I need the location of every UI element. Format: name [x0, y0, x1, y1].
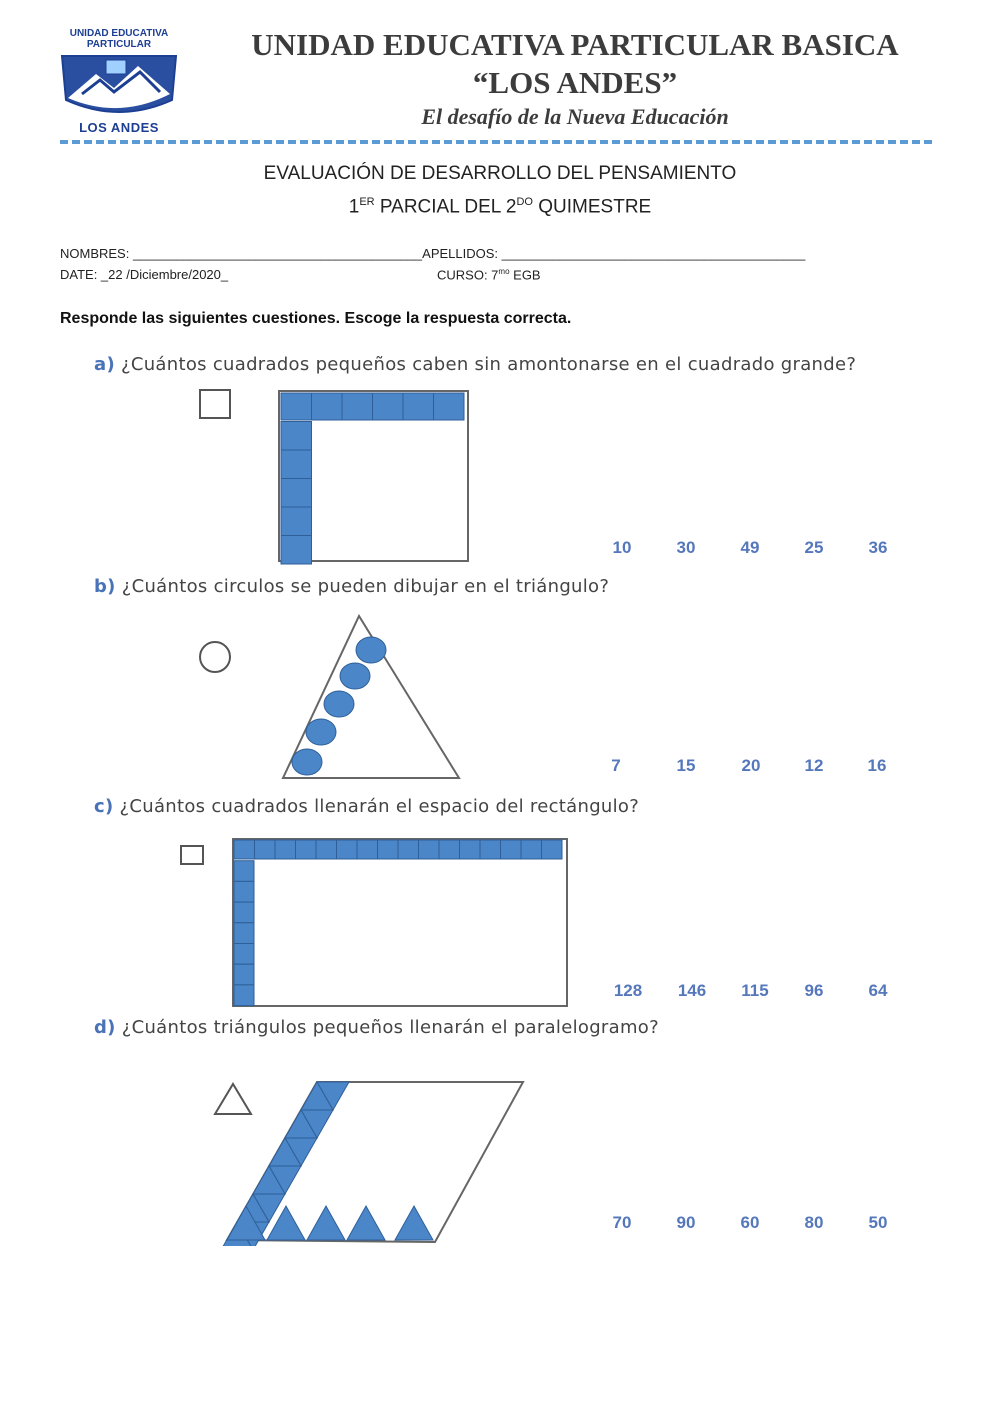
school-name-line-2: “LOS ANDES” [472, 65, 678, 100]
small-square-c-icon [181, 846, 203, 864]
figure-d [205, 1070, 535, 1246]
tile-a [373, 393, 404, 420]
figure-c [178, 836, 574, 1010]
logo-line-2: PARTICULAR [86, 39, 152, 50]
option-b-2[interactable]: 15 [676, 756, 696, 775]
big-rectangle [233, 839, 567, 1006]
tile-c [480, 840, 501, 859]
tile-c [542, 840, 563, 859]
curso-sup: mo [498, 267, 510, 276]
option-b-3[interactable]: 20 [741, 756, 761, 775]
question-b [94, 576, 609, 597]
option-c-2[interactable]: 146 [677, 981, 707, 1000]
tile-c [296, 840, 317, 859]
school-name-line-1: UNIDAD EDUCATIVA PARTICULAR BASICA [251, 27, 899, 62]
option-c-3[interactable]: 115 [741, 981, 769, 1000]
question-d-letter: d) [94, 1017, 116, 1038]
evaluation-title-line-1: EVALUACIÓN DE DESARROLLO DEL PENSAMIENTO [263, 163, 737, 184]
options-c [603, 981, 913, 1005]
tile-c [234, 861, 254, 882]
figure-a [195, 386, 485, 566]
option-b-5[interactable]: 16 [867, 756, 887, 775]
question-a-letter: a) [94, 354, 115, 375]
date-field[interactable]: DATE: _22 /Diciembre/2020_ [60, 267, 229, 282]
option-d-1[interactable]: 70 [612, 1213, 632, 1232]
question-c [94, 796, 639, 817]
evaluation-title-line-2 [0, 188, 1000, 221]
option-b-1[interactable]: 7 [611, 756, 621, 775]
question-b-text: ¿Cuántos circulos se pueden dibujar en el triángulo? [115, 576, 610, 597]
apellidos-field[interactable]: APELLIDOS: __________________________________________ [422, 246, 806, 261]
option-d-2[interactable]: 90 [676, 1213, 696, 1232]
tile-a [281, 479, 312, 508]
options-b [591, 756, 901, 780]
options-d [597, 1213, 907, 1237]
instruction-text: Responde las siguientes cuestiones. Escoge la respuesta correcta. [60, 310, 572, 327]
tile-c [521, 840, 542, 859]
circle-b [306, 719, 336, 745]
curso-field [437, 267, 541, 282]
tile-c [275, 840, 296, 859]
tile-c [234, 923, 254, 944]
school-motto: El desafío de la Nueva Educación [421, 104, 729, 129]
tile-c [234, 902, 254, 923]
question-d [94, 1017, 659, 1038]
header-divider [60, 140, 932, 144]
curso-level: EGB [509, 267, 541, 283]
tile-a [434, 393, 465, 420]
small-circle-icon [200, 642, 230, 672]
tile-a [281, 507, 312, 536]
names-row [60, 246, 805, 261]
question-b-letter: b) [94, 576, 116, 597]
tile-c [501, 840, 522, 859]
small-square-icon [200, 390, 230, 418]
tile-a [312, 393, 343, 420]
nombres-field[interactable]: NOMBRES: ________________________________________ [60, 246, 423, 261]
tile-c [316, 840, 337, 859]
logo-bottom-text: LOS ANDES [79, 120, 159, 135]
question-d-text: ¿Cuántos triángulos pequeños llenarán el paralelogramo? [115, 1017, 659, 1038]
option-a-5[interactable]: 36 [868, 538, 888, 557]
tile-c [234, 840, 255, 859]
tile-c [255, 840, 276, 859]
option-c-4[interactable]: 96 [804, 981, 824, 1000]
tile-a [281, 450, 312, 479]
tile-c [419, 840, 440, 859]
circle-b [356, 637, 386, 663]
circle-b [340, 663, 370, 689]
title-sup-a: ER [359, 196, 375, 208]
tile-c [337, 840, 358, 859]
tile-a [281, 422, 312, 451]
tile-c [234, 944, 254, 965]
tile-c [234, 881, 254, 902]
circle-b [324, 691, 354, 717]
school-name [230, 26, 920, 102]
tile-a [281, 536, 312, 565]
question-c-letter: c) [94, 796, 114, 817]
tile-c [234, 964, 254, 985]
tile-c [357, 840, 378, 859]
title-sup-b: DO [516, 196, 533, 208]
tile-c [439, 840, 460, 859]
tile-c [398, 840, 419, 859]
option-d-5[interactable]: 50 [868, 1213, 888, 1232]
title-part-a: 1 [348, 196, 360, 218]
options-a [597, 538, 907, 562]
question-a [94, 354, 856, 375]
evaluation-title [0, 160, 1000, 221]
logo-line-1: UNIDAD EDUCATIVA [69, 28, 169, 39]
tile-a [403, 393, 434, 420]
small-triangle-icon [215, 1084, 251, 1114]
school-logo [48, 28, 190, 136]
tile-c [234, 985, 254, 1006]
tile-a [281, 393, 312, 420]
option-d-4[interactable]: 80 [804, 1213, 824, 1232]
title-part-c: QUIMESTRE [532, 196, 652, 218]
question-a-text: ¿Cuántos cuadrados pequeños caben sin amontonarse en el cuadrado grande? [114, 354, 857, 375]
tile-a [342, 393, 373, 420]
tile-c [378, 840, 399, 859]
option-a-3[interactable]: 49 [740, 538, 760, 557]
curso-label: CURSO: 7 [437, 267, 499, 283]
option-d-3[interactable]: 60 [740, 1213, 760, 1232]
figure-b [195, 612, 475, 784]
option-c-5[interactable]: 64 [868, 981, 888, 1000]
option-c-1[interactable]: 128 [613, 981, 643, 1000]
title-part-b: PARCIAL DEL 2 [374, 196, 517, 218]
circle-b [292, 749, 322, 775]
option-b-4[interactable]: 12 [804, 756, 824, 775]
question-c-text: ¿Cuántos cuadrados llenarán el espacio del rectángulo? [113, 796, 640, 817]
tile-c [460, 840, 481, 859]
option-a-2[interactable]: 30 [676, 538, 696, 557]
option-a-1[interactable]: 10 [612, 538, 632, 557]
option-a-4[interactable]: 25 [804, 538, 824, 557]
